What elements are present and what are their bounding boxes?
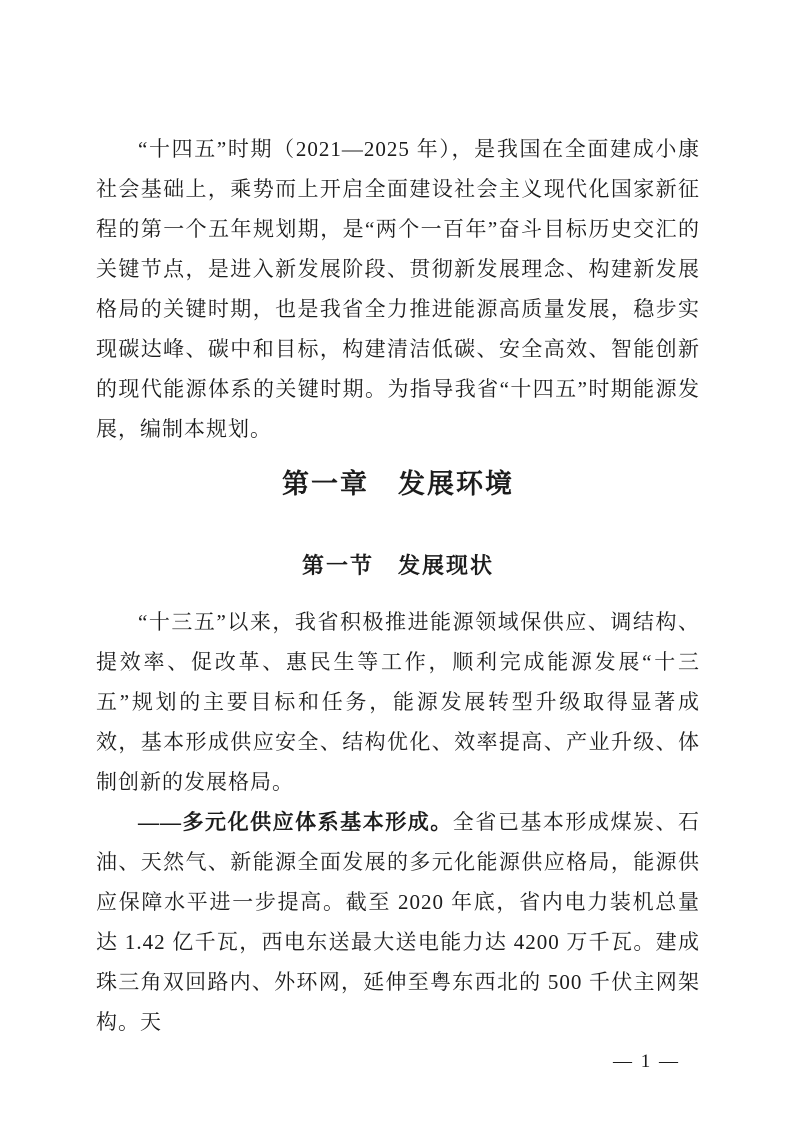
intro-paragraph: “十四五”时期（2021—2025 年），是我国在全面建成小康社会基础上，乘势而上开启全面建设社会主义现代化国家新征程的第一个五年规划期，是“两个一百年”奋斗目标历史交汇的关键节点，是进入新发展阶段、贯彻新发展理念、构建新发展格局的关键时期，也是我省全力推进能源高质量发展，稳步实现碳达峰、碳中和目标，构建清洁低碳、安全高效、智能创新的现代能源体系的关键时期。为指导我省“十四五”时期能源发展，编制本规划。 xyxy=(96,137,700,441)
page-number: — 1 — xyxy=(613,1051,680,1072)
achievement-text: 全省已基本形成煤炭、石油、天然气、新能源全面发展的多元化能源供应格局，能源供应保障水平进一步提高。截至 2020 年底，省内电力装机总量达 1.42 亿千瓦，西电东送最大送电能力达 4200 万千瓦。建成珠三角双回路内、外环网，延伸至粤东西北的 500 千伏主网架构。天 xyxy=(96,810,701,1034)
chapter-heading: 第一章 发展环境 xyxy=(282,469,514,499)
achievement-paragraph xyxy=(96,802,700,1042)
achievement-lead: ——多元化供应体系基本形成。 xyxy=(138,810,453,834)
status-paragraph: “十三五”以来，我省积极推进能源领域保供应、调结构、提效率、促改革、惠民生等工作，顺利完成能源发展“十三五”规划的主要目标和任务，能源发展转型升级取得显著成效，基本形成供应安全、结构优化、效率提高、产业升级、体制创新的发展格局。 xyxy=(96,610,700,794)
section-heading: 第一节 发展现状 xyxy=(301,553,494,578)
